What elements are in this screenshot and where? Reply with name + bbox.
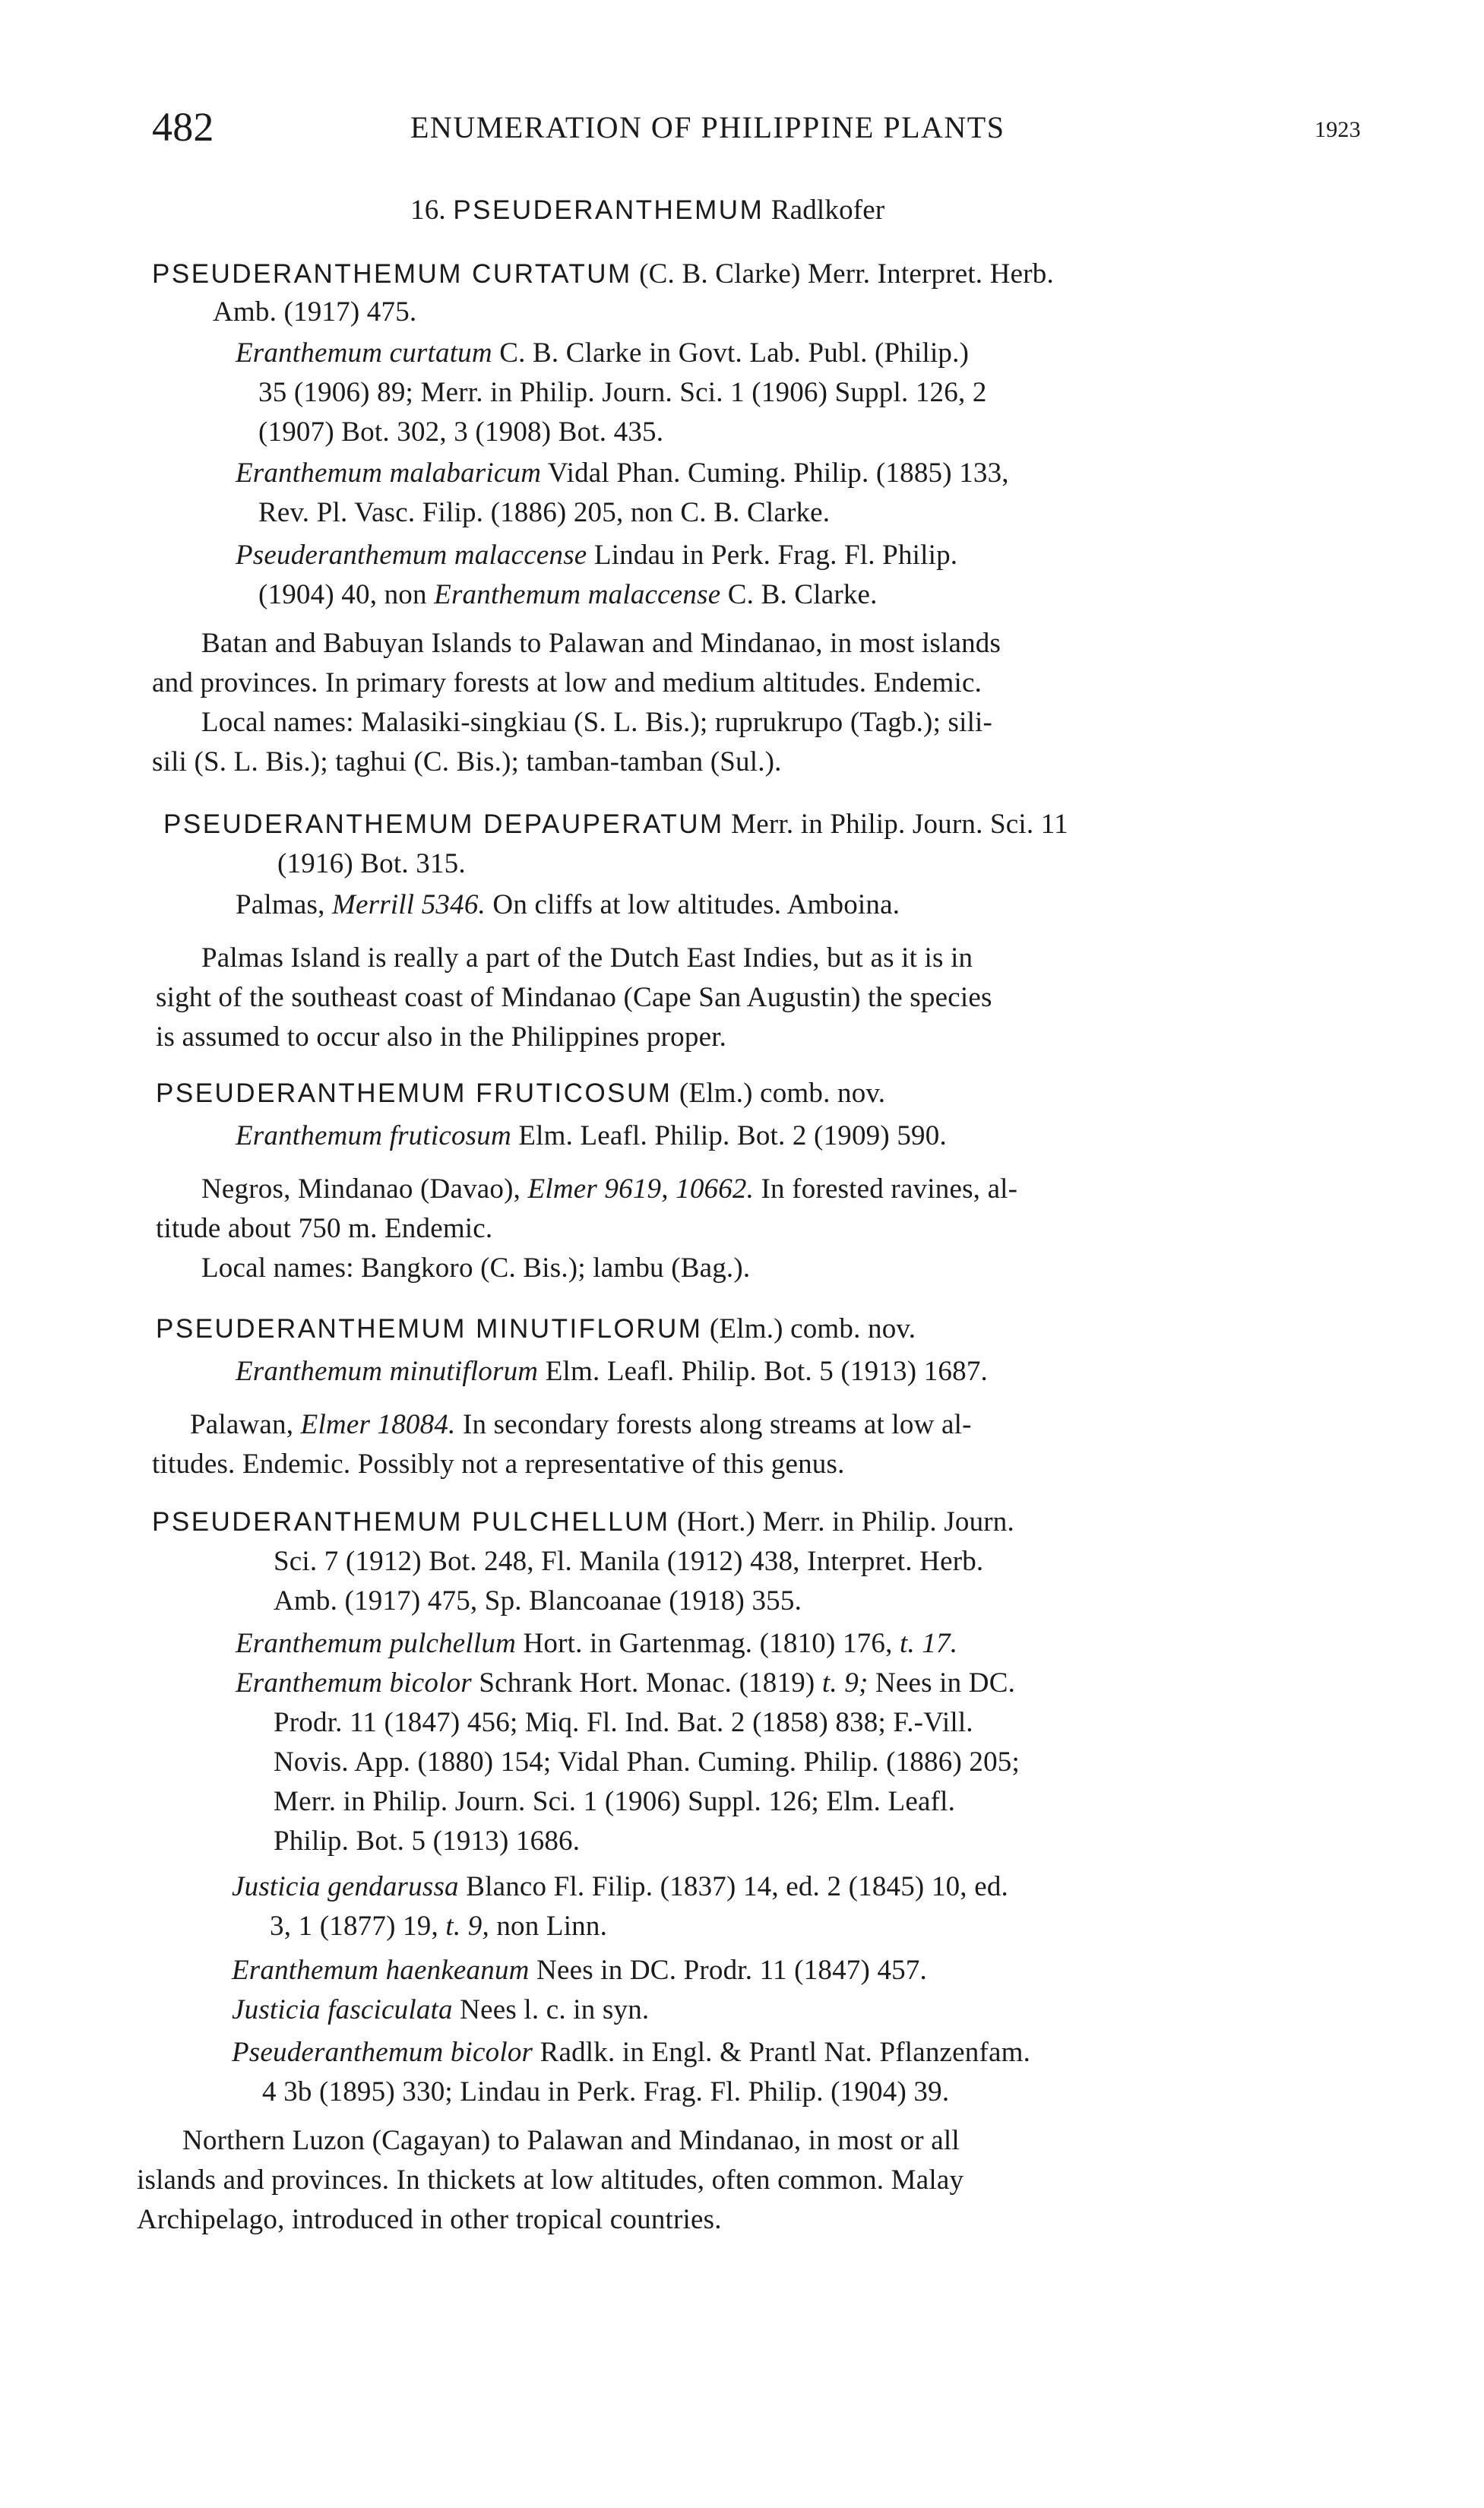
distribution-text: titudes. Endemic. Possibly not a representative of this genus. [152,1449,845,1480]
synonym-citation-cont: Prodr. 11 (1847) 456; Miq. Fl. Ind. Bat. 2 (1858) 838; F.-Vill. [274,1707,973,1738]
citation-text: C. B. Clarke. [727,579,878,610]
synonym-name: Eranthemum pulchellum [236,1628,516,1659]
locality: Palmas, [236,889,325,920]
synonym-name: Justicia gendarussa [232,1871,459,1902]
synonym-entry [236,1629,957,1658]
synonym-name: Eranthemum bicolor [236,1667,472,1699]
synonym-citation-cont: 35 (1906) 89; Merr. in Philip. Journ. Sci. 1 (1906) Suppl. 126, 2 [258,377,987,408]
habitat: In secondary forests along streams at low al- [462,1409,972,1440]
synonym-name: Eranthemum fruticosum [236,1120,511,1151]
distribution-text: titude about 750 m. Endemic. [156,1213,493,1244]
synonym-name: Pseuderanthemum bicolor [232,2037,533,2068]
collector: Elmer 9619, 10662. [527,1173,755,1205]
synonym-citation: Schrank Hort. Monac. (1819) [479,1667,815,1699]
distribution-text [201,1175,1017,1203]
local-names-text: sili (S. L. Bis.); taghui (C. Bis.); tamban-tamban (Sul.). [152,746,782,777]
synonym-citation: C. B. Clarke in Govt. Lab. Publ. (Philip.) [499,337,970,369]
plate-ref: t. 9; [821,1667,869,1699]
synonym-entry [236,541,957,569]
distribution-text: and provinces. In primary forests at low and medium altitudes. Endemic. [152,667,982,698]
genus-name: PSEUDERANTHEMUM [453,195,764,225]
citation-text: (1904) 40, non [258,579,427,610]
synonym-entry [232,1873,1008,1901]
distribution-text: Archipelago, introduced in other tropical countries. [137,2204,722,2235]
distribution-text: Northern Luzon (Cagayan) to Palawan and Mindanao, in most or all [182,2125,960,2156]
synonym-entry [236,459,1009,487]
species-heading [156,1079,885,1107]
citation-text: non Linn. [496,1911,608,1942]
page-number: 482 [152,104,214,150]
plate-ref: t. 9, [445,1911,489,1942]
species-heading [152,1508,1014,1536]
local-names-text: Local names: Bangkoro (C. Bis.); lambu (Bag.). [201,1252,751,1284]
synonym-name: Eranthemum haenkeanum [232,1955,530,1986]
synonym-entry [236,1669,1015,1697]
species-name: PSEUDERANTHEMUM MINUTIFLORUM [156,1314,703,1344]
genus-heading [410,196,884,224]
synonym-citation-cont: Philip. Bot. 5 (1913) 1686. [274,1826,581,1857]
species-citation: (Hort.) Merr. in Philip. Journ. [676,1506,1014,1537]
synonym-entry [236,1122,947,1150]
synonym-entry [232,2038,1030,2066]
synonym-name: Eranthemum minutiflorum [236,1356,539,1387]
note-text: sight of the southeast coast of Mindanao (Cape San Augustin) the species [156,982,992,1013]
synonym-citation: Nees in DC. Prodr. 11 (1847) 457. [536,1955,927,1986]
genus-author: Radlkofer [770,195,885,226]
species-name: PSEUDERANTHEMUM DEPAUPERATUM [163,809,724,839]
specimen-text [236,891,900,919]
synonym-citation-cont: Novis. App. (1880) 154; Vidal Phan. Cuming. Philip. (1886) 205; [274,1746,1020,1778]
species-heading [156,1315,916,1343]
synonym-citation: Lindau in Perk. Frag. Fl. Philip. [593,540,958,571]
species-citation: Merr. in Philip. Journ. Sci. 11 [731,809,1068,840]
header-year: 1923 [1315,117,1361,142]
synonym-citation-cont: Merr. in Philip. Journ. Sci. 1 (1906) Suppl. 126; Elm. Leafl. [274,1786,956,1817]
note-text: is assumed to occur also in the Philippines proper. [156,1021,727,1053]
synonym-name: Eranthemum malabaricum [236,458,542,489]
habitat: On cliffs at low altitudes. Amboina. [492,889,900,920]
note-text: Palmas Island is really a part of the Dutch East Indies, but as it is in [201,942,973,974]
locality: Palawan, [190,1409,294,1440]
synonym-citation-cont: (1907) Bot. 302, 3 (1908) Bot. 435. [258,416,664,448]
synonym-name: Eranthemum curtatum [236,337,492,369]
synonym-citation: Elm. Leafl. Philip. Bot. 2 (1909) 590. [518,1120,947,1151]
species-citation-cont: Amb. (1917) 475, Sp. Blancoanae (1918) 355. [274,1585,802,1617]
synonym-citation: Nees l. c. in syn. [460,1994,650,2025]
species-citation: (Elm.) comb. nov. [709,1313,916,1344]
synonym-citation: Elm. Leafl. Philip. Bot. 5 (1913) 1687. [545,1356,988,1387]
species-name: PSEUDERANTHEMUM FRUTICOSUM [156,1078,672,1108]
distribution-text [190,1411,972,1439]
synonym-citation: Vidal Phan. Cuming. Philip. (1885) 133, [547,458,1009,489]
synonym-entry [236,1357,988,1385]
synonym-citation-cont [270,1912,607,1940]
locality: Negros, Mindanao (Davao), [201,1173,521,1205]
synonym-citation: Radlk. in Engl. & Prantl Nat. Pflanzenfam. [539,2037,1031,2068]
collector: Elmer 18084. [300,1409,456,1440]
synonym-citation-cont [258,581,878,609]
species-citation: (C. B. Clarke) Merr. Interpret. Herb. [639,258,1054,290]
species-citation-cont: Sci. 7 (1912) Bot. 248, Fl. Manila (1912) 438, Interpret. Herb. [274,1546,984,1577]
species-name: PSEUDERANTHEMUM CURTATUM [152,259,632,289]
distribution-text: Batan and Babuyan Islands to Palawan and Mindanao, in most islands [201,628,1001,659]
citation-text: 3, 1 (1877) 19, [270,1911,438,1942]
synonym-citation: Blanco Fl. Filip. (1837) 14, ed. 2 (1845) 10, ed. [466,1871,1008,1902]
synonym-name: Justicia fasciculata [232,1994,453,2025]
species-citation-cont: Amb. (1917) 475. [213,296,417,328]
synonym-name: Eranthemum malaccense [434,579,721,610]
synonym-citation: Hort. in Gartenmag. (1810) 176, [523,1628,893,1659]
species-heading [163,810,1068,838]
species-heading [152,260,1054,288]
local-names-text: Local names: Malasiki-singkiau (S. L. Bis.); ruprukrupo (Tagb.); sili- [201,707,993,738]
genus-number: 16. [410,195,446,226]
synonym-citation: Nees in DC. [875,1667,1016,1699]
synonym-name: Pseuderanthemum malaccense [236,540,587,571]
running-title: ENUMERATION OF PHILIPPINE PLANTS [410,110,1005,144]
plate-ref: t. 17. [899,1628,958,1659]
distribution-text: islands and provinces. In thickets at low altitudes, often common. Malay [137,2164,964,2196]
synonym-entry [232,1956,927,1984]
habitat: In forested ravines, al- [761,1173,1018,1205]
synonym-citation-cont: 4 3b (1895) 330; Lindau in Perk. Frag. Fl. Philip. (1904) 39. [262,2076,950,2107]
synonym-entry [236,339,969,367]
synonym-citation-cont: Rev. Pl. Vasc. Filip. (1886) 205, non C. B. Clarke. [258,497,831,528]
species-name: PSEUDERANTHEMUM PULCHELLUM [152,1507,670,1537]
synonym-entry [232,1996,649,2024]
species-citation-cont: (1916) Bot. 315. [277,848,466,879]
collector: Merrill 5346. [331,889,486,920]
species-citation: (Elm.) comb. nov. [679,1078,886,1109]
